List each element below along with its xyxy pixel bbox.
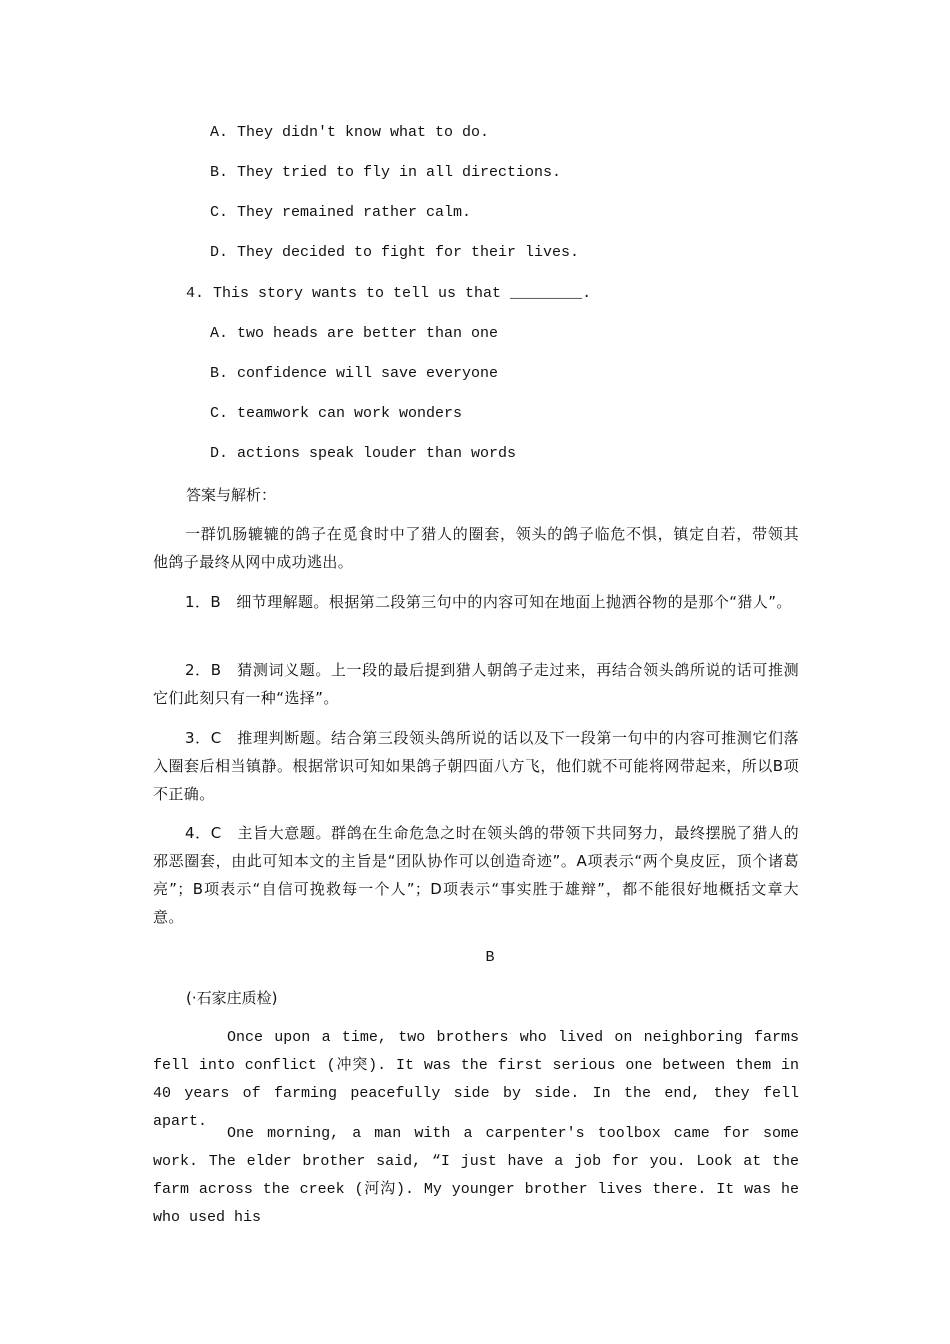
source-note: (·石家庄质检)	[186, 989, 278, 1007]
q3-option-c: C. They remained rather calm.	[210, 204, 472, 221]
explanation-1: 1．B 细节理解题。根据第二段第三句中的内容可知在地面上抛洒谷物的是那个“猎人”。	[185, 593, 792, 611]
q4-option-c: C. teamwork can work wonders	[210, 405, 463, 422]
q3-option-d: D. They decided to fight for their lives.	[210, 244, 580, 261]
explanation-2: 2．B 猜测词义题。上一段的最后提到猎人朝鸽子走过来，再结合领头鸽所说的话可推测它们此刻只有一种“选择”。	[153, 661, 799, 707]
q4-stem: 4. This story wants to tell us that ________.	[186, 285, 592, 302]
explanation-3: 3．C 推理判断题。结合第三段领头鸽所说的话以及下一段第一句中的内容可推测它们落入圈套后相当镇静。根据常识可知如果鸽子朝四面八方飞，他们就不可能将网带起来，所以B项不正确。	[153, 729, 799, 803]
answer-heading: 答案与解析：	[186, 486, 277, 504]
section-label: B	[485, 949, 495, 966]
q3-option-a: A. They didn't know what to do.	[210, 124, 490, 141]
summary-paragraph: 一群饥肠辘辘的鸽子在觅食时中了猎人的圈套，领头的鸽子临危不惧，镇定自若，带领其他鸽子最终从网中成功逃出。	[153, 525, 799, 571]
q4-option-a: A. two heads are better than one	[210, 325, 499, 342]
q3-option-b: B. They tried to fly in all directions.	[210, 164, 562, 181]
passage-paragraph-1: Once upon a time, two brothers who lived on neighboring farms fell into conflict (冲突). It was the first serious one between them in 40 years of farming peacefully side by side. In the end, they fell apart.	[153, 1029, 799, 1130]
explanation-4: 4．C 主旨大意题。群鸽在生命危急之时在领头鸽的带领下共同努力，最终摆脱了猎人的邪恶圈套，由此可知本文的主旨是“团队协作可以创造奇迹”。A项表示“两个臭皮匠，顶个诸葛亮”；B项表示“自信可挽救每一个人”；D项表示“事实胜于雄辩”，都不能很好地概括文章大意。	[153, 824, 799, 926]
q4-option-d: D. actions speak louder than words	[210, 445, 517, 462]
q4-option-b: B. confidence will save everyone	[210, 365, 499, 382]
passage-paragraph-2: One morning, a man with a carpenter's toolbox came for some work. The elder brother said, “I just have a job for you. Look at the farm across the creek (河沟). My younger brother lives there. It was he who used his	[153, 1125, 799, 1226]
